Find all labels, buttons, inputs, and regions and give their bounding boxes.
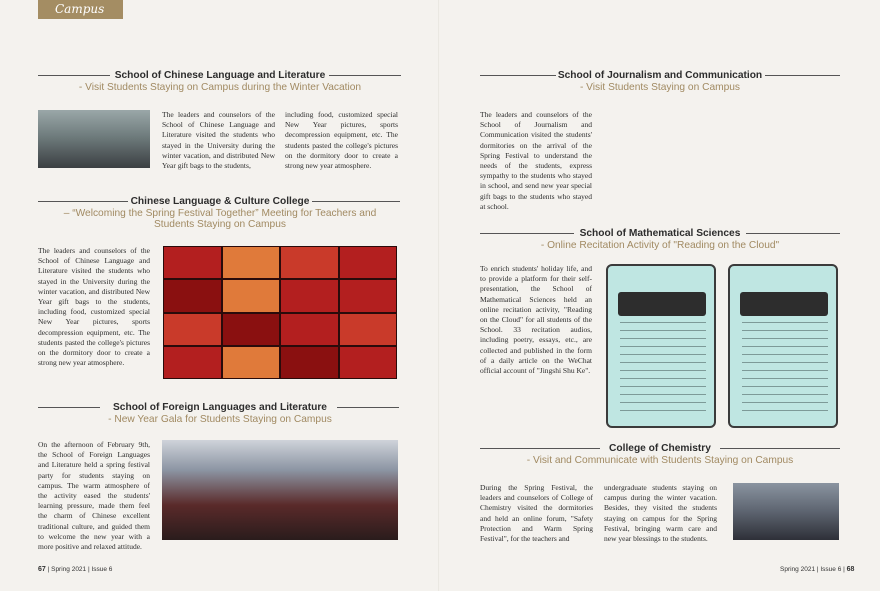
gala-photo [162, 440, 398, 540]
right-page [440, 0, 880, 591]
body-text: On the afternoon of February 9th, the School of Foreign Languages and Literature held a spring festival party for students staying on campus. The warm atmosphere of the activity eased the students' learning pressure, made them feel the charm of Chinese excellent traditional culture, and guided them to welcome the new year with a more positive and relaxed attitude. [38, 440, 150, 552]
page-number: 68 [846, 566, 855, 573]
section-heading [55, 196, 385, 231]
section-title: School of Journalism and Communication [557, 70, 763, 81]
audio-player [618, 292, 706, 316]
section-title: School of Foreign Languages and Literature [113, 402, 327, 413]
section-subtitle: - New Year Gala for Students Staying on Campus [108, 413, 332, 425]
video-call-grid-photo [163, 246, 397, 379]
section-subtitle: - Online Recitation Activity of "Reading on the Cloud" [540, 239, 780, 251]
section-heading [70, 402, 370, 425]
page-number: 67 [38, 566, 46, 573]
section-subtitle: – “Welcoming the Spring Festival Together” Meeting for Teachers and [63, 207, 377, 219]
visit-photo [38, 110, 150, 168]
body-text: The leaders and counselors of the School of Journalism and Communication visited the students' dormitories on the arrival of the Spring Festival to understand the needs of the students, express sympathy to the students who stayed in school, and send new year special gift bags to the students who stayed at school. [480, 110, 592, 211]
page-footer [38, 566, 112, 573]
section-title: School of Chinese Language and Literature [114, 70, 326, 81]
section-title: School of Mathematical Sciences [579, 228, 741, 239]
section-subtitle: - Visit Students Staying on Campus [579, 81, 741, 93]
body-text: The leaders and counselors of the School of Chinese Language and Literature visited the students who stayed in the University during the winter vacation, and distributed New Year gift bags to the students, including food, customized special New Year pictures, sports decompression equipment, etc. The students pasted the college's pictures on the dormitory door to create a strong new year atmosphere. [38, 246, 150, 368]
section-heading [510, 70, 810, 93]
phone-screenshot [606, 264, 716, 428]
chemistry-visit-photo [733, 483, 839, 540]
poem-text-block [620, 322, 706, 418]
body-text: undergraduate students staying on campus during the winter vacation. Besides, they visited the students staying on campus for the Spring Festival, bringing warm care and new year blessings to the students. [604, 483, 717, 544]
section-heading [510, 443, 810, 466]
section-subtitle: Students Staying on Campus [154, 219, 286, 230]
section-title: Chinese Language & Culture College [130, 196, 310, 207]
body-text: including food, customized special New Year pictures, sports decompression equipment, etc. The students pasted the college's pictures on the dormitory door to create a strong new year atmosphere. [285, 110, 398, 171]
phone-screenshot [728, 264, 838, 428]
section-heading [510, 228, 810, 251]
section-title: College of Chemistry [609, 443, 711, 454]
body-text: To enrich students' holiday life, and to provide a platform for their self-presentation, the School of Mathematical Sciences held an online recitation activity, "Reading on the Cloud" for all students of the School. 33 recitation audios, including poetry, essays, etc., are collected and published in the form of a daily article on the WeChat official account of "Jingshi Shu Ke". [480, 264, 592, 376]
section-tab: Campus [38, 0, 123, 19]
issue-info: | Spring 2021 | Issue 6 [47, 566, 113, 573]
audio-player [740, 292, 828, 316]
page-footer [780, 566, 854, 573]
issue-info: Spring 2021 | Issue 6 | [780, 566, 845, 573]
section-subtitle: - Visit Students Staying on Campus during the Winter Vacation [78, 81, 362, 93]
body-text: During the Spring Festival, the leaders and counselors of College of Chemistry visited the dormitories and held an online forum, "Safety Protection and Warm Spring Festival", for the teachers and [480, 483, 593, 544]
section-heading [70, 70, 370, 93]
poem-text-block [742, 322, 828, 418]
section-subtitle: - Visit and Communicate with Students Staying on Campus [526, 454, 794, 466]
body-text: The leaders and counselors of the School of Chinese Language and Literature visited the students who stayed in the University during the winter vacation, and distributed New Year gift bags to the students, [162, 110, 275, 171]
